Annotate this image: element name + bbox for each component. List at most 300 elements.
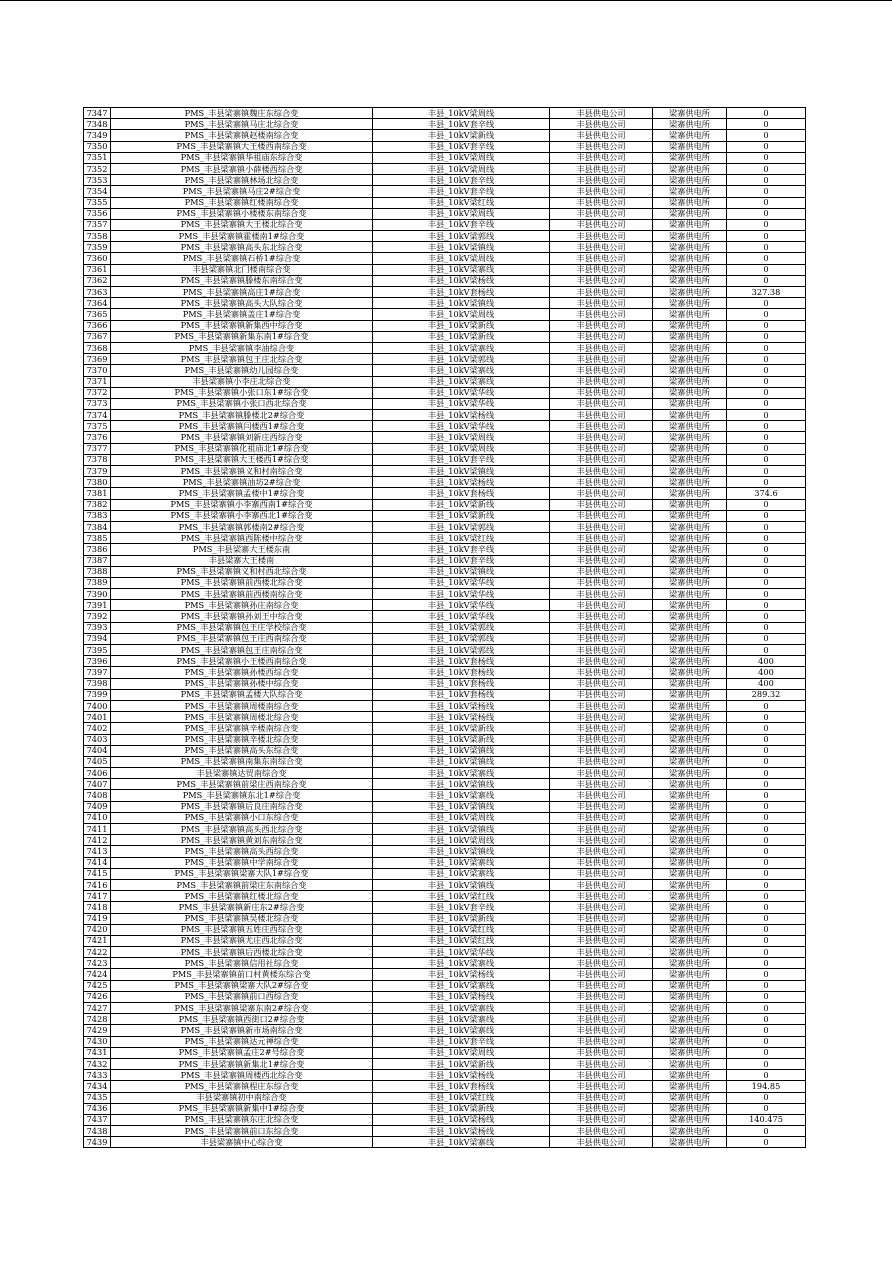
row-id-cell: 7415 xyxy=(84,868,111,879)
table-row xyxy=(84,152,806,163)
station-cell: 梁寨供电所 xyxy=(653,499,727,510)
feeder-line-cell: 丰县_10kV套杨线 xyxy=(373,1081,550,1092)
table-row xyxy=(84,488,806,499)
substation-name-cell: PMS_丰县梁寨镇孟庄2#号综合变 xyxy=(111,1047,373,1058)
company-cell: 丰县供电公司 xyxy=(550,947,653,958)
substation-name-cell: PMS_丰县梁寨镇达元禅综合变 xyxy=(111,1036,373,1047)
feeder-line-cell: 丰县_10kV梁寨线 xyxy=(373,1003,550,1014)
row-id-cell: 7364 xyxy=(84,298,111,309)
feeder-line-cell: 丰县_10kV套辛线 xyxy=(373,555,550,566)
substation-name-cell: PMS_丰县梁寨镇小口东综合变 xyxy=(111,812,373,823)
substation-name-cell: PMS_丰县梁寨镇梁寨大队1#综合变 xyxy=(111,868,373,879)
company-cell: 丰县供电公司 xyxy=(550,902,653,913)
company-cell: 丰县供电公司 xyxy=(550,846,653,857)
row-id-cell: 7430 xyxy=(84,1036,111,1047)
row-id-cell: 7407 xyxy=(84,779,111,790)
substation-name-cell: PMS_丰县梁寨镇小薛楼西综合变 xyxy=(111,163,373,174)
station-cell: 梁寨供电所 xyxy=(653,521,727,532)
feeder-line-cell: 丰县_10kV套辛线 xyxy=(373,186,550,197)
feeder-line-cell: 丰县_10kV梁郭线 xyxy=(373,521,550,532)
table-row xyxy=(84,275,806,286)
substation-name-cell: PMS_丰县梁寨镇马庄北综合变 xyxy=(111,119,373,130)
substation-name-cell: PMS_丰县梁寨镇华祖庙东综合变 xyxy=(111,152,373,163)
table-row xyxy=(84,779,806,790)
row-id-cell: 7397 xyxy=(84,667,111,678)
feeder-line-cell: 丰县_10kV梁寨线 xyxy=(373,1137,550,1148)
value-cell: 0 xyxy=(727,510,806,521)
feeder-line-cell: 丰县_10kV梁郭线 xyxy=(373,622,550,633)
table-row xyxy=(84,600,806,611)
company-cell: 丰县供电公司 xyxy=(550,969,653,980)
row-id-cell: 7418 xyxy=(84,902,111,913)
table-row xyxy=(84,398,806,409)
row-id-cell: 7431 xyxy=(84,1047,111,1058)
row-id-cell: 7358 xyxy=(84,231,111,242)
station-cell: 梁寨供电所 xyxy=(653,331,727,342)
station-cell: 梁寨供电所 xyxy=(653,667,727,678)
value-cell: 0 xyxy=(727,555,806,566)
station-cell: 梁寨供电所 xyxy=(653,566,727,577)
substation-name-cell: PMS_丰县梁寨镇赵楼南综合变 xyxy=(111,130,373,141)
row-id-cell: 7399 xyxy=(84,689,111,700)
substation-name-cell: PMS_丰县梁寨镇魏庄东综合变 xyxy=(111,108,373,119)
station-cell: 梁寨供电所 xyxy=(653,824,727,835)
table-row xyxy=(84,958,806,969)
station-cell: 梁寨供电所 xyxy=(653,1047,727,1058)
substation-name-cell: PMS_丰县梁寨镇新集西中综合变 xyxy=(111,320,373,331)
company-cell: 丰县供电公司 xyxy=(550,410,653,421)
value-cell: 0 xyxy=(727,186,806,197)
row-id-cell: 7414 xyxy=(84,857,111,868)
station-cell: 梁寨供电所 xyxy=(653,1103,727,1114)
feeder-line-cell: 丰县_10kV梁镇线 xyxy=(373,879,550,890)
company-cell: 丰县供电公司 xyxy=(550,454,653,465)
value-cell: 0 xyxy=(727,633,806,644)
station-cell: 梁寨供电所 xyxy=(653,454,727,465)
company-cell: 丰县供电公司 xyxy=(550,275,653,286)
station-cell: 梁寨供电所 xyxy=(653,1070,727,1081)
substation-name-cell: PMS_丰县梁寨镇信用社综合变 xyxy=(111,958,373,969)
substation-name-cell: PMS_丰县梁寨镇新集北1#综合变 xyxy=(111,1058,373,1069)
station-cell: 梁寨供电所 xyxy=(653,633,727,644)
row-id-cell: 7361 xyxy=(84,264,111,275)
row-id-cell: 7379 xyxy=(84,466,111,477)
station-cell: 梁寨供电所 xyxy=(653,219,727,230)
feeder-line-cell: 丰县_10kV梁郭线 xyxy=(373,231,550,242)
value-cell: 0 xyxy=(727,219,806,230)
table-row xyxy=(84,812,806,823)
substation-name-cell: PMS_丰县梁寨镇高庄1#综合变 xyxy=(111,287,373,298)
value-cell: 0 xyxy=(727,354,806,365)
value-cell: 0 xyxy=(727,645,806,656)
feeder-line-cell: 丰县_10kV梁寨线 xyxy=(373,768,550,779)
station-cell: 梁寨供电所 xyxy=(653,868,727,879)
row-id-cell: 7350 xyxy=(84,141,111,152)
value-cell: 0 xyxy=(727,768,806,779)
table-row xyxy=(84,331,806,342)
value-cell: 0 xyxy=(727,712,806,723)
station-cell: 梁寨供电所 xyxy=(653,779,727,790)
feeder-line-cell: 丰县_10kV套辛线 xyxy=(373,119,550,130)
value-cell: 140.475 xyxy=(727,1114,806,1125)
value-cell: 0 xyxy=(727,331,806,342)
table-row xyxy=(84,745,806,756)
feeder-line-cell: 丰县_10kV梁杨线 xyxy=(373,712,550,723)
table-row xyxy=(84,1003,806,1014)
data-table xyxy=(83,107,806,1148)
table-row xyxy=(84,510,806,521)
feeder-line-cell: 丰县_10kV梁镇线 xyxy=(373,745,550,756)
station-cell: 梁寨供电所 xyxy=(653,768,727,779)
table-row xyxy=(84,857,806,868)
value-cell: 0 xyxy=(727,1103,806,1114)
company-cell: 丰县供电公司 xyxy=(550,577,653,588)
feeder-line-cell: 丰县_10kV梁新线 xyxy=(373,331,550,342)
value-cell: 0 xyxy=(727,152,806,163)
company-cell: 丰县供电公司 xyxy=(550,868,653,879)
table-row xyxy=(84,645,806,656)
row-id-cell: 7382 xyxy=(84,499,111,510)
station-cell: 梁寨供电所 xyxy=(653,790,727,801)
station-cell: 梁寨供电所 xyxy=(653,1126,727,1137)
value-cell: 0 xyxy=(727,499,806,510)
row-id-cell: 7421 xyxy=(84,935,111,946)
table-row xyxy=(84,924,806,935)
company-cell: 丰县供电公司 xyxy=(550,857,653,868)
table-row xyxy=(84,175,806,186)
substation-name-cell: PMS_丰县梁寨镇前口西综合变 xyxy=(111,991,373,1002)
substation-name-cell: PMS_丰县梁寨镇前梁庄西南综合变 xyxy=(111,779,373,790)
company-cell: 丰县供电公司 xyxy=(550,253,653,264)
feeder-line-cell: 丰县_10kV梁新线 xyxy=(373,320,550,331)
company-cell: 丰县供电公司 xyxy=(550,466,653,477)
substation-name-cell: PMS_丰县梁寨镇梁寨东南2#综合变 xyxy=(111,1003,373,1014)
station-cell: 梁寨供电所 xyxy=(653,1036,727,1047)
company-cell: 丰县供电公司 xyxy=(550,723,653,734)
row-id-cell: 7439 xyxy=(84,1137,111,1148)
value-cell: 0 xyxy=(727,544,806,555)
row-id-cell: 7437 xyxy=(84,1114,111,1125)
row-id-cell: 7357 xyxy=(84,219,111,230)
table-row xyxy=(84,119,806,130)
feeder-line-cell: 丰县_10kV套辛线 xyxy=(373,219,550,230)
table-row xyxy=(84,454,806,465)
value-cell: 327.38 xyxy=(727,287,806,298)
table-row xyxy=(84,1092,806,1103)
row-id-cell: 7386 xyxy=(84,544,111,555)
station-cell: 梁寨供电所 xyxy=(653,935,727,946)
company-cell: 丰县供电公司 xyxy=(550,790,653,801)
row-id-cell: 7369 xyxy=(84,354,111,365)
feeder-line-cell: 丰县_10kV梁寨线 xyxy=(373,264,550,275)
company-cell: 丰县供电公司 xyxy=(550,163,653,174)
value-cell: 0 xyxy=(727,242,806,253)
feeder-line-cell: 丰县_10kV梁红线 xyxy=(373,935,550,946)
table-row xyxy=(84,499,806,510)
value-cell: 0 xyxy=(727,1047,806,1058)
station-cell: 梁寨供电所 xyxy=(653,891,727,902)
value-cell: 0 xyxy=(727,868,806,879)
value-cell: 0 xyxy=(727,913,806,924)
table-row xyxy=(84,622,806,633)
row-id-cell: 7401 xyxy=(84,712,111,723)
value-cell: 194.85 xyxy=(727,1081,806,1092)
table-row xyxy=(84,387,806,398)
substation-name-cell: PMS_丰县梁寨镇周楼北综合变 xyxy=(111,712,373,723)
feeder-line-cell: 丰县_10kV梁周线 xyxy=(373,108,550,119)
value-cell: 0 xyxy=(727,756,806,767)
company-cell: 丰县供电公司 xyxy=(550,421,653,432)
value-cell: 0 xyxy=(727,320,806,331)
substation-name-cell: PMS_丰县梁寨镇五姓庄西综合变 xyxy=(111,924,373,935)
row-id-cell: 7360 xyxy=(84,253,111,264)
row-id-cell: 7385 xyxy=(84,533,111,544)
feeder-line-cell: 丰县_10kV套杨线 xyxy=(373,287,550,298)
station-cell: 梁寨供电所 xyxy=(653,510,727,521)
value-cell: 0 xyxy=(727,958,806,969)
value-cell: 0 xyxy=(727,197,806,208)
table-row xyxy=(84,287,806,298)
table-row xyxy=(84,231,806,242)
station-cell: 梁寨供电所 xyxy=(653,1025,727,1036)
feeder-line-cell: 丰县_10kV梁杨线 xyxy=(373,477,550,488)
value-cell: 0 xyxy=(727,879,806,890)
table-row xyxy=(84,879,806,890)
substation-name-cell: PMS_丰县梁寨镇高头东北综合变 xyxy=(111,242,373,253)
value-cell: 0 xyxy=(727,790,806,801)
feeder-line-cell: 丰县_10kV梁周线 xyxy=(373,152,550,163)
station-cell: 梁寨供电所 xyxy=(653,287,727,298)
row-id-cell: 7402 xyxy=(84,723,111,734)
company-cell: 丰县供电公司 xyxy=(550,980,653,991)
substation-name-cell: PMS_丰县梁寨镇盖庄1#综合变 xyxy=(111,309,373,320)
substation-name-cell: PMS_丰县梁寨镇幼儿园综合变 xyxy=(111,365,373,376)
station-cell: 梁寨供电所 xyxy=(653,656,727,667)
value-cell: 0 xyxy=(727,208,806,219)
feeder-line-cell: 丰县_10kV梁杨线 xyxy=(373,969,550,980)
value-cell: 0 xyxy=(727,108,806,119)
company-cell: 丰县供电公司 xyxy=(550,197,653,208)
row-id-cell: 7433 xyxy=(84,1070,111,1081)
value-cell: 0 xyxy=(727,700,806,711)
table-row xyxy=(84,443,806,454)
row-id-cell: 7347 xyxy=(84,108,111,119)
station-cell: 梁寨供电所 xyxy=(653,130,727,141)
station-cell: 梁寨供电所 xyxy=(653,175,727,186)
substation-name-cell: PMS_丰县梁寨镇孟楼中1#综合变 xyxy=(111,488,373,499)
feeder-line-cell: 丰县_10kV梁镇线 xyxy=(373,756,550,767)
feeder-line-cell: 丰县_10kV套辛线 xyxy=(373,175,550,186)
row-id-cell: 7353 xyxy=(84,175,111,186)
company-cell: 丰县供电公司 xyxy=(550,622,653,633)
company-cell: 丰县供电公司 xyxy=(550,1114,653,1125)
table-row xyxy=(84,108,806,119)
row-id-cell: 7411 xyxy=(84,824,111,835)
value-cell: 0 xyxy=(727,275,806,286)
substation-name-cell: PMS_丰县梁寨镇东北1#综合变 xyxy=(111,790,373,801)
table-row xyxy=(84,980,806,991)
value-cell: 0 xyxy=(727,1003,806,1014)
row-id-cell: 7410 xyxy=(84,812,111,823)
station-cell: 梁寨供电所 xyxy=(653,544,727,555)
feeder-line-cell: 丰县_10kV梁新线 xyxy=(373,734,550,745)
station-cell: 梁寨供电所 xyxy=(653,622,727,633)
feeder-line-cell: 丰县_10kV梁华线 xyxy=(373,398,550,409)
station-cell: 梁寨供电所 xyxy=(653,342,727,353)
feeder-line-cell: 丰县_10kV梁周线 xyxy=(373,432,550,443)
substation-name-cell: 丰县梁寨大王楼南 xyxy=(111,555,373,566)
row-id-cell: 7420 xyxy=(84,924,111,935)
substation-name-cell: PMS_丰县梁寨镇霍楼南1#综合变 xyxy=(111,231,373,242)
company-cell: 丰县供电公司 xyxy=(550,712,653,723)
station-cell: 梁寨供电所 xyxy=(653,108,727,119)
substation-name-cell: PMS_丰县梁寨镇李油综合变 xyxy=(111,342,373,353)
substation-name-cell: PMS_丰县梁寨镇包王庄南综合变 xyxy=(111,645,373,656)
value-cell: 0 xyxy=(727,924,806,935)
feeder-line-cell: 丰县_10kV梁郭线 xyxy=(373,354,550,365)
row-id-cell: 7351 xyxy=(84,152,111,163)
substation-name-cell: PMS_丰县梁寨镇高头西综合变 xyxy=(111,846,373,857)
substation-name-cell: PMS_丰县梁寨镇包王庄北综合变 xyxy=(111,354,373,365)
station-cell: 梁寨供电所 xyxy=(653,253,727,264)
feeder-line-cell: 丰县_10kV梁新线 xyxy=(373,1058,550,1069)
company-cell: 丰县供电公司 xyxy=(550,1103,653,1114)
table-row xyxy=(84,846,806,857)
feeder-line-cell: 丰县_10kV梁寨线 xyxy=(373,376,550,387)
table-row xyxy=(84,1047,806,1058)
substation-name-cell: PMS_丰县梁寨镇小李寨西南1#综合变 xyxy=(111,499,373,510)
substation-name-cell: PMS_丰县梁寨镇小张口东1#综合变 xyxy=(111,387,373,398)
company-cell: 丰县供电公司 xyxy=(550,835,653,846)
row-id-cell: 7373 xyxy=(84,398,111,409)
station-cell: 梁寨供电所 xyxy=(653,857,727,868)
substation-name-cell: PMS_丰县梁寨镇义和村南综合变 xyxy=(111,466,373,477)
value-cell: 0 xyxy=(727,410,806,421)
table-row xyxy=(84,1081,806,1092)
row-id-cell: 7380 xyxy=(84,477,111,488)
value-cell: 0 xyxy=(727,600,806,611)
row-id-cell: 7368 xyxy=(84,342,111,353)
company-cell: 丰县供电公司 xyxy=(550,734,653,745)
table-row xyxy=(84,790,806,801)
substation-name-cell: PMS_丰县梁寨镇周楼西北综合变 xyxy=(111,1070,373,1081)
substation-name-cell: PMS_丰县梁寨镇滕楼北2#综合变 xyxy=(111,410,373,421)
substation-name-cell: PMS_丰县梁寨镇小李寨西北1#综合变 xyxy=(111,510,373,521)
table-row xyxy=(84,723,806,734)
station-cell: 梁寨供电所 xyxy=(653,298,727,309)
table-row xyxy=(84,611,806,622)
value-cell: 0 xyxy=(727,891,806,902)
company-cell: 丰县供电公司 xyxy=(550,1081,653,1092)
table-row xyxy=(84,410,806,421)
table-row xyxy=(84,533,806,544)
row-id-cell: 7435 xyxy=(84,1092,111,1103)
value-cell: 0 xyxy=(727,264,806,275)
value-cell: 0 xyxy=(727,175,806,186)
row-id-cell: 7427 xyxy=(84,1003,111,1014)
station-cell: 梁寨供电所 xyxy=(653,958,727,969)
feeder-line-cell: 丰县_10kV梁华线 xyxy=(373,577,550,588)
company-cell: 丰县供电公司 xyxy=(550,633,653,644)
station-cell: 梁寨供电所 xyxy=(653,1058,727,1069)
row-id-cell: 7365 xyxy=(84,309,111,320)
row-id-cell: 7372 xyxy=(84,387,111,398)
table-row xyxy=(84,947,806,958)
substation-name-cell: 丰县梁寨镇北门楼南综合变 xyxy=(111,264,373,275)
value-cell: 0 xyxy=(727,253,806,264)
substation-name-cell: PMS_丰县梁寨镇孙楼西综合变 xyxy=(111,667,373,678)
station-cell: 梁寨供电所 xyxy=(653,756,727,767)
substation-name-cell: PMS_丰县梁寨镇义和村西北综合变 xyxy=(111,566,373,577)
company-cell: 丰县供电公司 xyxy=(550,320,653,331)
station-cell: 梁寨供电所 xyxy=(653,723,727,734)
substation-name-cell: PMS_丰县梁寨镇小王楼西南综合变 xyxy=(111,656,373,667)
value-cell: 0 xyxy=(727,1126,806,1137)
station-cell: 梁寨供电所 xyxy=(653,197,727,208)
feeder-line-cell: 丰县_10kV梁华线 xyxy=(373,387,550,398)
feeder-line-cell: 丰县_10kV梁红线 xyxy=(373,197,550,208)
row-id-cell: 7432 xyxy=(84,1058,111,1069)
company-cell: 丰县供电公司 xyxy=(550,756,653,767)
station-cell: 梁寨供电所 xyxy=(653,991,727,1002)
station-cell: 梁寨供电所 xyxy=(653,354,727,365)
substation-name-cell: PMS_丰县梁寨镇前口村黄楼东综合变 xyxy=(111,969,373,980)
station-cell: 梁寨供电所 xyxy=(653,421,727,432)
feeder-line-cell: 丰县_10kV梁杨线 xyxy=(373,1070,550,1081)
value-cell: 0 xyxy=(727,622,806,633)
value-cell: 0 xyxy=(727,824,806,835)
company-cell: 丰县供电公司 xyxy=(550,342,653,353)
company-cell: 丰县供电公司 xyxy=(550,365,653,376)
value-cell: 0 xyxy=(727,141,806,152)
table-row xyxy=(84,421,806,432)
station-cell: 梁寨供电所 xyxy=(653,734,727,745)
row-id-cell: 7398 xyxy=(84,678,111,689)
company-cell: 丰县供电公司 xyxy=(550,700,653,711)
row-id-cell: 7429 xyxy=(84,1025,111,1036)
feeder-line-cell: 丰县_10kV梁新线 xyxy=(373,723,550,734)
station-cell: 梁寨供电所 xyxy=(653,231,727,242)
feeder-line-cell: 丰县_10kV梁镇线 xyxy=(373,824,550,835)
company-cell: 丰县供电公司 xyxy=(550,510,653,521)
station-cell: 梁寨供电所 xyxy=(653,589,727,600)
feeder-line-cell: 丰县_10kV梁寨线 xyxy=(373,790,550,801)
substation-name-cell: PMS_丰县梁寨镇尤庄西北综合变 xyxy=(111,935,373,946)
table-row xyxy=(84,1025,806,1036)
feeder-line-cell: 丰县_10kV梁郭线 xyxy=(373,633,550,644)
table-row xyxy=(84,309,806,320)
station-cell: 梁寨供电所 xyxy=(653,432,727,443)
table-row xyxy=(84,342,806,353)
company-cell: 丰县供电公司 xyxy=(550,354,653,365)
value-cell: 0 xyxy=(727,443,806,454)
row-id-cell: 7391 xyxy=(84,600,111,611)
company-cell: 丰县供电公司 xyxy=(550,488,653,499)
table-row xyxy=(84,824,806,835)
value-cell: 0 xyxy=(727,723,806,734)
value-cell: 0 xyxy=(727,947,806,958)
station-cell: 梁寨供电所 xyxy=(653,1081,727,1092)
feeder-line-cell: 丰县_10kV梁周线 xyxy=(373,208,550,219)
feeder-line-cell: 丰县_10kV梁寨线 xyxy=(373,958,550,969)
company-cell: 丰县供电公司 xyxy=(550,1003,653,1014)
feeder-line-cell: 丰县_10kV梁华线 xyxy=(373,611,550,622)
value-cell: 0 xyxy=(727,812,806,823)
table-row xyxy=(84,667,806,678)
substation-name-cell: PMS_丰县梁寨镇辛楼南综合变 xyxy=(111,723,373,734)
row-id-cell: 7394 xyxy=(84,633,111,644)
company-cell: 丰县供电公司 xyxy=(550,119,653,130)
